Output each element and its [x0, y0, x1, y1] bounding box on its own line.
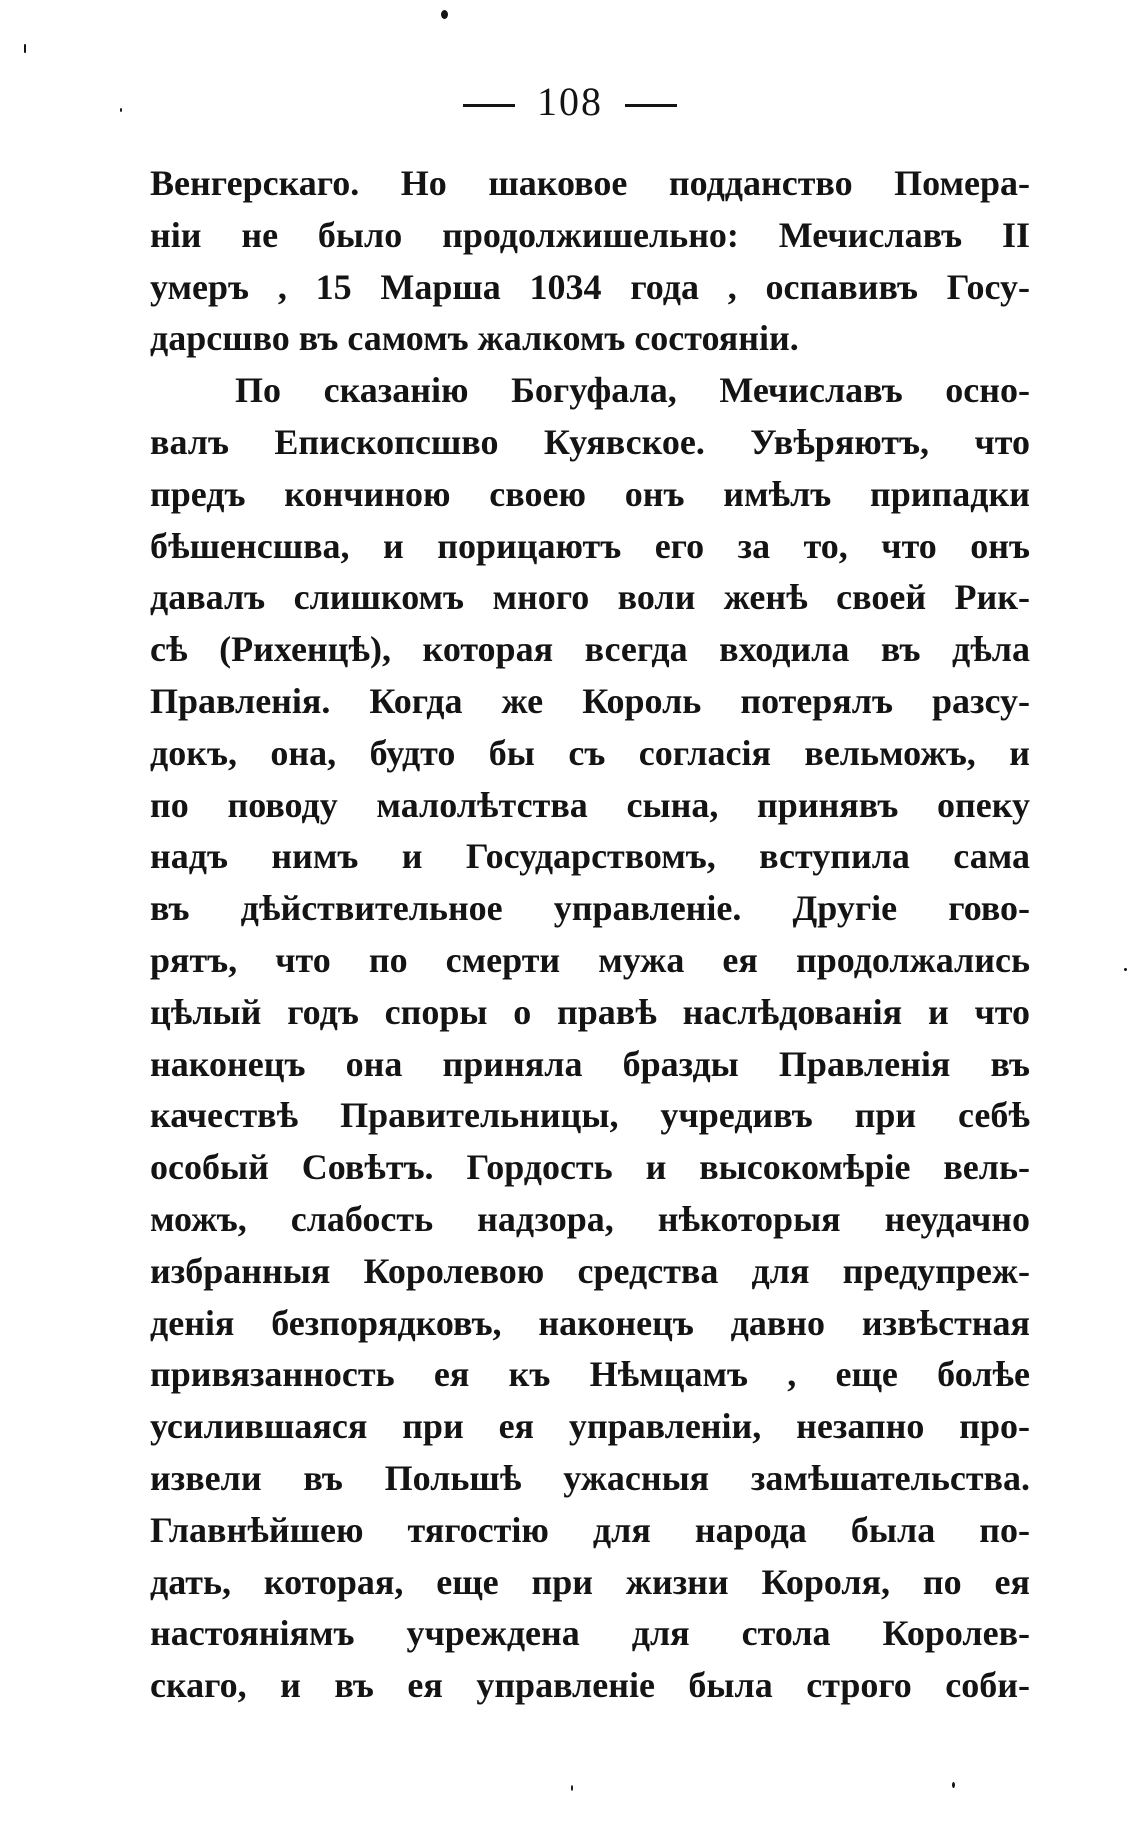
scan-speck: [1124, 968, 1127, 971]
paragraph: [150, 365, 1030, 1712]
text-line: особый Совѣтъ. Гордость и высокомѣрiе вель-: [150, 1147, 1030, 1188]
text-line: наконецъ она приняла бразды Правленiя въ: [150, 1043, 1030, 1084]
text-line: привязанность ея къ Нѣмцамъ , еще болѣе: [150, 1354, 1030, 1395]
scan-speck: [24, 44, 26, 53]
scan-speck: [952, 1782, 955, 1788]
text-line: въ дѣйствительное управленiе. Другiе гово-: [150, 888, 1030, 929]
text-line: денiя безпорядковъ, наконецъ давно извѣстная: [150, 1302, 1030, 1343]
text-line: По сказанiю Богуфала, Мечиславъ осно-: [235, 370, 1030, 411]
text-line: Правленiя. Когда же Король потерялъ разсу-: [150, 680, 1030, 721]
paragraph: [150, 158, 1030, 365]
scan-speck: [571, 1785, 573, 1791]
header-dash-left: [463, 104, 515, 107]
page-number: 108: [537, 79, 603, 124]
text-line: сѣ (Рихенцѣ), которая всегда входила въ дѣла: [150, 629, 1030, 670]
scan-speck: [441, 10, 448, 19]
text-line: Венгерскаго. Но шаковое подданство Помера-: [150, 163, 1030, 203]
text-line: давалъ слишкомъ много воли женѣ своей Рик-: [150, 577, 1030, 618]
text-line: можъ, слабость надзора, нѣкоторыя неудачно: [150, 1198, 1030, 1239]
text-line: избранныя Королевою средства для предупреж-: [150, 1250, 1030, 1291]
text-line: цѣлый годъ споры о правѣ наслѣдованiя и что: [150, 991, 1030, 1032]
text-line: усилившаяся при ея управленiи, незапно про-: [150, 1406, 1030, 1447]
text-line: дарсшво въ самомъ жалкомъ состоянiи.: [150, 318, 799, 359]
scan-speck: [120, 108, 122, 112]
text-line: рятъ, что по смерти мужа ея продолжались: [150, 939, 1030, 980]
text-line: умеръ , 15 Марша 1034 года , оспавивъ Госу-: [150, 266, 1030, 307]
header-dash-right: [625, 104, 677, 107]
text-line: Главнѣйшею тягостiю для народа была по-: [150, 1509, 1030, 1550]
text-line: бѣшенсшва, и порицаютъ его за то, что онъ: [150, 525, 1030, 566]
text-line: нiи не было продолжишельно: Мечиславъ II: [150, 214, 1030, 255]
text-line: качествѣ Правительницы, учредивъ при себѣ: [150, 1095, 1030, 1136]
page-header: [0, 72, 1140, 132]
body-text: [150, 158, 1030, 1712]
text-line: предъ кончиною своею онъ имѣлъ припадки: [150, 473, 1030, 514]
text-line: настоянiямъ учреждена для стола Королев-: [150, 1613, 1030, 1654]
text-line: по поводу малолѣтства сына, принявъ опеку: [150, 784, 1030, 825]
text-line: дать, которая, еще при жизни Короля, по ея: [150, 1561, 1030, 1602]
text-line: валъ Епископсшво Куявское. Увѣряютъ, что: [150, 421, 1030, 462]
text-line: докъ, она, будто бы съ согласiя вельможъ, и: [150, 732, 1030, 773]
text-line: надъ нимъ и Государствомъ, вступила сама: [150, 836, 1030, 877]
text-line: скаго, и въ ея управленiе была строго соби-: [150, 1665, 1030, 1706]
text-line: извели въ Польшѣ ужасныя замѣшательства.: [150, 1457, 1030, 1498]
